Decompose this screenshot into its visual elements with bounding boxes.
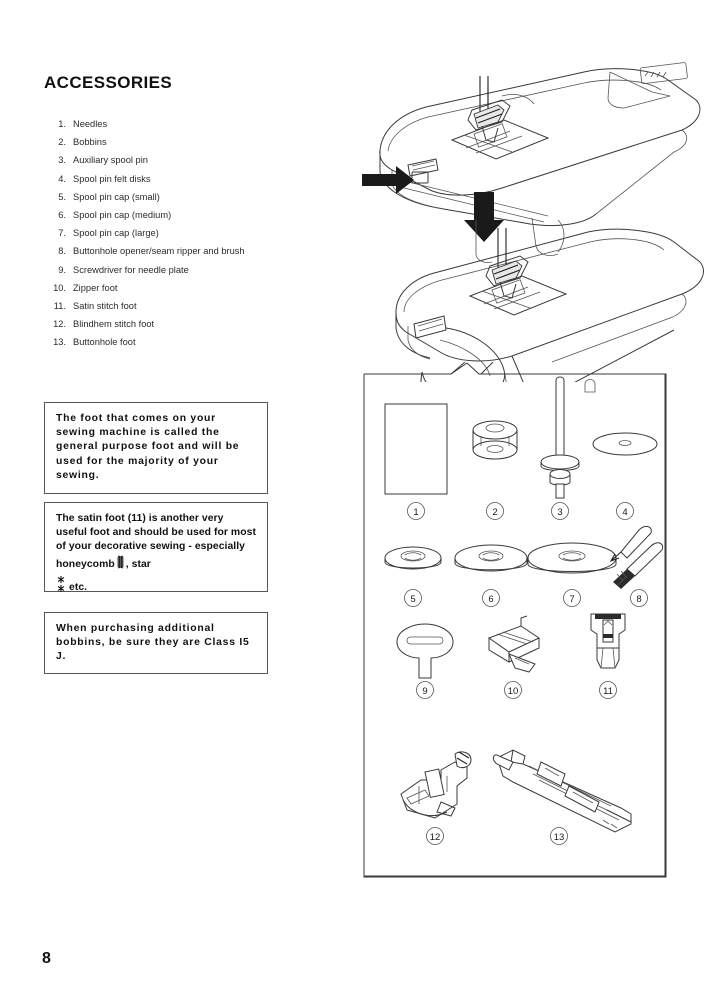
page-title: ACCESSORIES: [44, 73, 173, 92]
list-item-label: Spool pin cap (medium): [73, 209, 172, 220]
list-item: [42, 192, 332, 210]
part-number-11: 11: [603, 686, 613, 697]
note-box-bobbin-class: [44, 612, 268, 674]
part-number-2: 2: [492, 507, 498, 518]
honeycomb-stitch-icon: [116, 555, 125, 575]
list-item: [42, 337, 332, 355]
sewing-machine-upper-illustration: [362, 62, 700, 225]
list-item-label: Buttonhole opener/seam ripper and brush: [73, 246, 245, 257]
accessories-parts-panel: [363, 362, 667, 878]
part-spool-pin-cap-small: [385, 547, 441, 569]
note-text: The satin foot (11) is another very useful foot and should be used for most of your decorative sewing - especially honeycomb: [56, 513, 256, 570]
part-number-4: 4: [622, 507, 628, 518]
list-item-label: Spool pin cap (large): [73, 228, 159, 239]
part-number-7: 7: [569, 594, 575, 605]
list-item: [42, 228, 332, 246]
list-item-label: Zipper foot: [73, 282, 118, 293]
list-item-number: 6.: [58, 209, 66, 220]
part-number-9: 9: [422, 686, 428, 697]
list-item-number: 10.: [53, 282, 66, 293]
note-text: The foot that comes on your sewing machine is called the general purpose foot and will be used for the majority of your sewing.: [56, 413, 240, 481]
list-item: [42, 246, 332, 264]
part-number-12: 12: [429, 832, 441, 843]
note-box-satin-foot: [44, 502, 268, 592]
list-item-number: 13.: [53, 337, 66, 348]
part-number-6: 6: [488, 594, 494, 605]
list-item-number: 1.: [58, 119, 66, 129]
sewing-machine-lower-illustration: [396, 218, 703, 382]
list-item-number: 9.: [58, 264, 66, 275]
list-item: [42, 174, 332, 192]
accessories-list: [42, 119, 332, 355]
list-item-label: Spool pin felt disks: [73, 173, 151, 184]
part-satin-stitch-foot: [591, 614, 625, 668]
part-number-13: 13: [553, 832, 565, 843]
list-item-label: Screwdriver for needle plate: [73, 264, 189, 275]
list-item-label: Blindhem stitch foot: [73, 319, 155, 330]
list-item: [42, 319, 332, 337]
note-text: When purchasing additional bobbins, be sure they are Class I5 J.: [56, 623, 250, 663]
list-item: [42, 283, 332, 301]
part-number-5: 5: [410, 594, 416, 605]
list-item-number: 11.: [53, 300, 66, 311]
part-bobbin: [473, 421, 517, 459]
list-item-number: 2.: [58, 137, 66, 148]
list-item-number: 12.: [53, 319, 66, 330]
list-item-label: Bobbins: [73, 137, 107, 148]
list-item: [42, 210, 332, 228]
part-number-1: 1: [413, 507, 419, 518]
list-item-label: Buttonhole foot: [73, 337, 136, 348]
star-stitch-icon: [56, 575, 66, 599]
list-item-number: 5.: [58, 191, 66, 202]
list-item: [42, 137, 332, 155]
machine-illustrations: [352, 52, 704, 382]
list-item-number: 7.: [58, 228, 66, 239]
list-item-label: Needles: [73, 119, 108, 129]
list-item-number: 3.: [58, 155, 66, 166]
part-blindhem-stitch-foot: [401, 752, 471, 818]
part-zipper-foot: [489, 616, 539, 672]
part-number-3: 3: [557, 507, 563, 518]
part-needle-packet: [385, 404, 447, 494]
part-number-10: 10: [507, 686, 519, 697]
page-number: 8: [42, 950, 51, 967]
part-spool-pin-cap-large: [528, 543, 616, 573]
part-number-8: 8: [636, 594, 642, 605]
note-box-general-purpose-foot: [44, 402, 268, 494]
list-item: [42, 265, 332, 283]
note-text-2: , star: [125, 558, 151, 570]
list-item-label: Auxiliary spool pin: [73, 155, 148, 166]
part-seam-ripper-and-brush: [611, 526, 663, 589]
part-auxiliary-spool-pin: [541, 377, 579, 498]
list-item-number: 8.: [58, 246, 66, 257]
part-spool-pin-cap-medium: [455, 545, 527, 571]
pointer-arrow: [362, 166, 414, 194]
list-item-label: Satin stitch foot: [73, 300, 137, 311]
list-item-number: 4.: [58, 173, 66, 184]
part-screwdriver: [397, 624, 453, 678]
part-buttonhole-foot: [493, 750, 631, 832]
list-item: [42, 301, 332, 319]
list-item: [42, 119, 332, 137]
part-spool-pin-felt-disk: [593, 433, 657, 455]
list-item-label: Spool pin cap (small): [73, 191, 160, 202]
note-text-3: etc.: [69, 581, 88, 593]
list-item: [42, 155, 332, 173]
